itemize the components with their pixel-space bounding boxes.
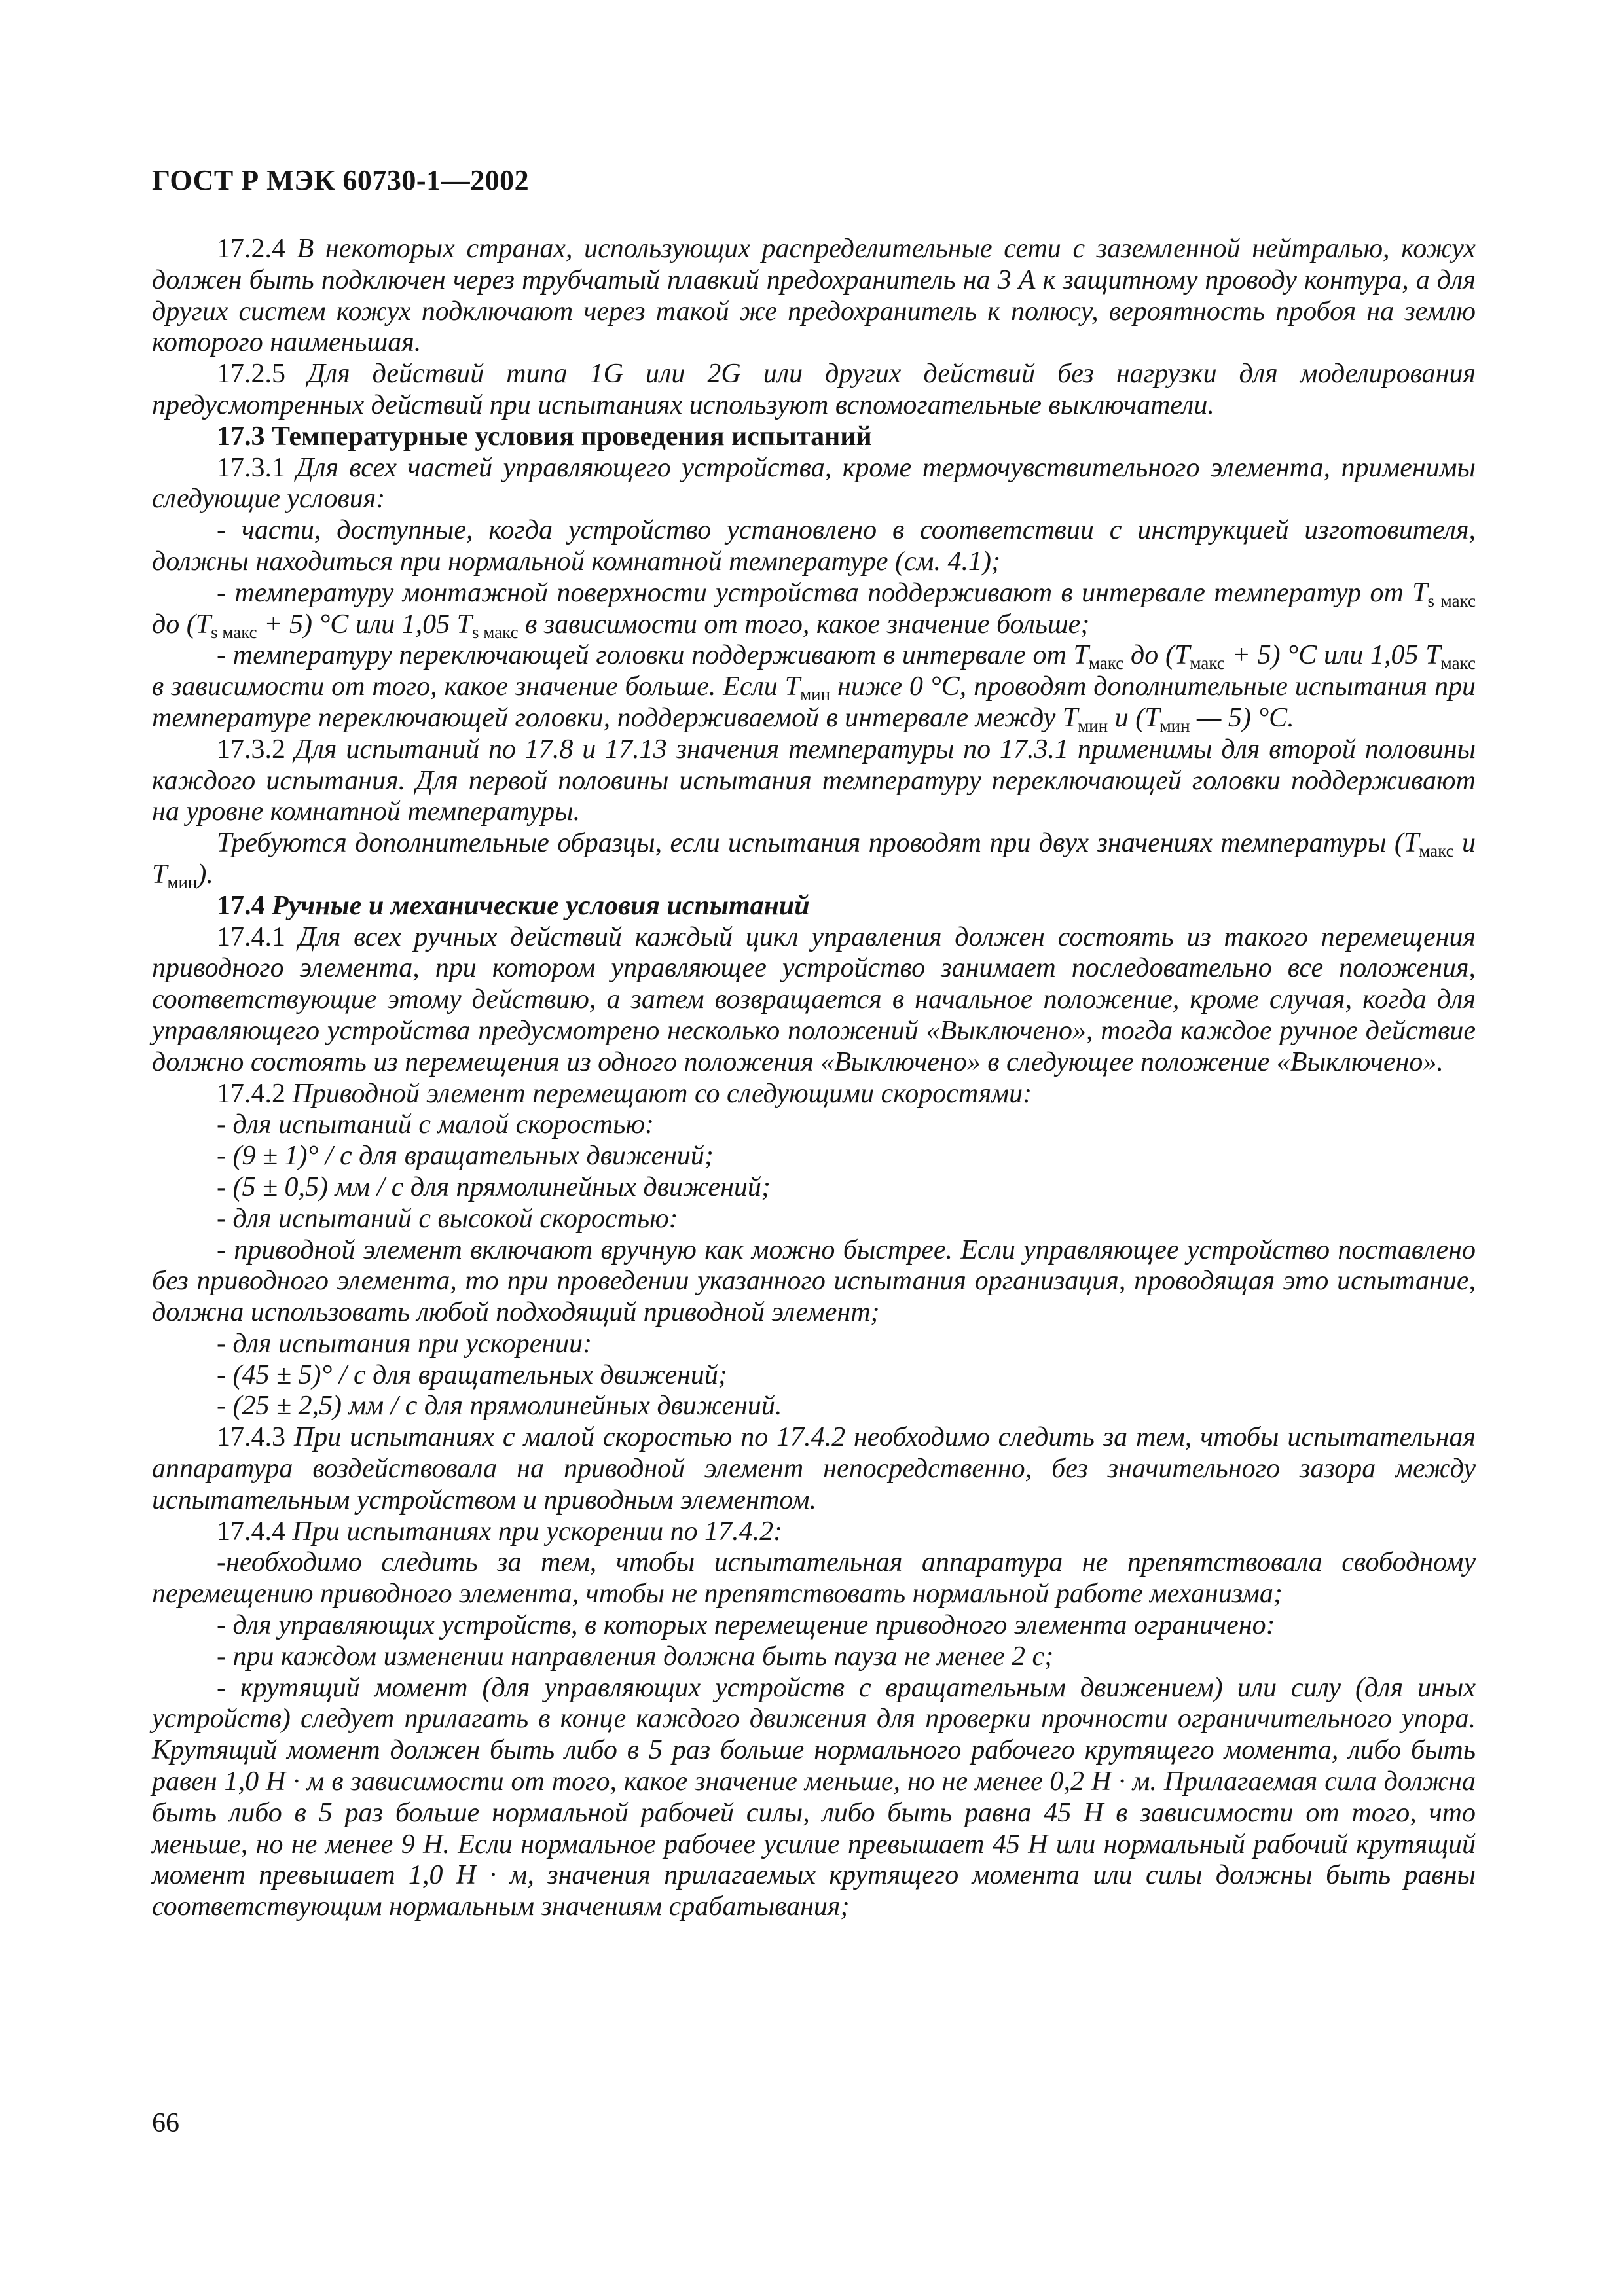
section-heading-17-4: [152, 891, 1476, 922]
list-item-switch-head-temperature: - температуру переключающей головки поддерживают в интервале от $T_{макс}$ до $(T_{макс} + 5)$ °С или 1,05 $T_{макс}$ в зависимости от того, какое значение больше. Если $T_{мин}$ ниже 0 °С, проводят дополнительные испытания при температуре переключающей головки, поддерживаемой в интервале между $T_{мин}$ и ($T_{мин}$ — 5) °С.: [152, 640, 1476, 736]
clause-text: При испытаниях с малой скоростью по 17.4.2 необходимо следить за тем, чтобы испытательная аппаратура воздействовала на приводной элемент непосредственно, без значительного зазора между испытательным устройством и приводным элементом.: [152, 1422, 1476, 1515]
clause-number: 17.2.4: [217, 234, 285, 264]
document-body: [152, 234, 1476, 1923]
heading-title: Ручные и механические условия испытаний: [272, 890, 810, 921]
list-item: - для управляющих устройств, в которых перемещение приводного элемента ограничено:: [217, 1610, 1275, 1641]
clause-17-4-4: [152, 1516, 1476, 1548]
list-item: - (9 ± 1)° / с для вращательных движений;: [217, 1141, 714, 1172]
clause-text: Приводной элемент перемещают со следующими скоростями:: [292, 1078, 1032, 1109]
clause-number: 17.3.1: [217, 452, 285, 483]
list-item: - при каждом изменении направления должна быть пауза не менее 2 с;: [217, 1641, 1054, 1672]
clause-text: В некоторых странах, использующих распределительные сети с заземленной нейтралью, кожух должен быть подключен через трубчатый плавкий предохранитель на 3 А к защитному проводу контура, а для других систем кожух подключают через такой же предохранитель к полюсу, вероятность пробоя на землю которого наименьшая.: [152, 234, 1476, 358]
list-item: - крутящий момент (для управляющих устройств с вращательным движением) или силу (для иных устройств) следует прилагать в конце каждого движения для проверки прочности ограничительного упора. Крутящий момент должен быть либо в 5 раз больше нормального рабочего крутящего момента, либо быть равен 1,0 Н · м в зависимости от того, какое значение меньше, но не менее 0,2 Н · м. Прилагаемая сила должна быть либо в 5 раз больше нормальной рабочей силы, либо быть равна 45 Н в зависимости от того, что меньше, но не менее 9 Н. Если нормальное рабочее усилие превышает 45 Н или нормальный рабочий крутящий момент превышает 1,0 Н · м, значения прилагаемых крутящего момента или силы должны быть равны соответствующим нормальным значениям срабатывания;: [152, 1672, 1476, 1922]
list-item: - для испытаний с малой скоростью:: [217, 1109, 654, 1140]
list-item: - приводной элемент включают вручную как можно быстрее. Если управляющее устройство поставлено без приводного элемента, то при проведении указанного испытания организация, проводящая это испытание, должна использовать любой подходящий приводной элемент;: [152, 1234, 1476, 1328]
paragraph-extra-samples: Требуются дополнительные образцы, если испытания проводят при двух значениях температуры ($T_{макс}$ и $T_{мин}$).: [152, 828, 1476, 892]
clause-number: 17.4.3: [217, 1422, 285, 1453]
list-item-mounting-temperature: - температуру монтажной поверхности устройства поддерживают в интервале температур от $T_{s макс}$ до $(T_{s макс} + 5)$ °С или 1,05 $T_{s макс}$ в зависимости от того, какое значение больше;: [152, 577, 1476, 642]
clause-text: Для действий типа 1G или 2G или других действий без нагрузки для моделирования предусмотренных действий при испытаниях используют вспомогательные выключатели.: [152, 359, 1476, 420]
list-item: - для испытания при ускорении:: [217, 1328, 593, 1359]
clause-text: Для всех ручных действий каждый цикл управления должен состоять из такого перемещения приводного элемента, при котором управляющее устройство занимает последовательно все положения, соответствующие этому действию, а затем возвращается в начальное положение, кроме случая, когда для управляющего устройства предусмотрено несколько положений «Выключено», тогда каждое ручное действие должно состоять из перемещения из одного положения «Выключено» в следующее положение «Выключено».: [152, 922, 1476, 1077]
section-heading-17-3: 17.3 Температурные условия проведения испытаний: [217, 421, 872, 452]
clause-17-3-2: [152, 734, 1476, 828]
clause-17-4-2: [152, 1079, 1476, 1110]
clause-number: 17.4.1: [217, 922, 285, 952]
heading-number: 17.4: [217, 890, 265, 921]
clause-17-3-1: [152, 453, 1476, 516]
clause-number: 17.3.2: [217, 734, 285, 764]
clause-number: 17.4.2: [217, 1078, 285, 1109]
clause-17-4-1: [152, 922, 1476, 1079]
clause-number: 17.4.4: [217, 1516, 285, 1547]
clause-number: 17.2.5: [217, 359, 285, 389]
clause-17-2-5: [152, 359, 1476, 422]
clause-text: Для испытаний по 17.8 и 17.13 значения температуры по 17.3.1 применимы для второй половины каждого испытания. Для первой половины испытания температуру переключающей головки поддерживают на уровне комнатной температуры.: [152, 734, 1476, 827]
list-item: - для испытаний с высокой скоростью:: [217, 1203, 678, 1234]
clause-17-4-3: [152, 1422, 1476, 1516]
clause-text: При испытаниях при ускорении по 17.4.2:: [292, 1516, 783, 1547]
document-header: ГОСТ Р МЭК 60730-1—2002: [152, 164, 530, 196]
clause-text: Для всех частей управляющего устройства, кроме термочувствительного элемента, применимы следующие условия:: [152, 452, 1476, 514]
clause-17-2-4: [152, 234, 1476, 359]
page-number: 66: [152, 2108, 179, 2138]
list-item: -необходимо следить за тем, чтобы испытательная аппаратура не препятствовала свободному перемещению приводного элемента, чтобы не препятствовать нормальной работе механизма;: [152, 1547, 1476, 1609]
list-item: - (25 ± 2,5) мм / с для прямолинейных движений.: [217, 1391, 782, 1422]
list-item: - части, доступные, когда устройство установлено в соответствии с инструкцией изготовителя, должны находиться при нормальной комнатной температуре (см. 4.1);: [152, 515, 1476, 577]
list-item: - (5 ± 0,5) мм / с для прямолинейных движений;: [217, 1172, 771, 1202]
list-item: - (45 ± 5)° / с для вращательных движений;: [217, 1359, 727, 1390]
